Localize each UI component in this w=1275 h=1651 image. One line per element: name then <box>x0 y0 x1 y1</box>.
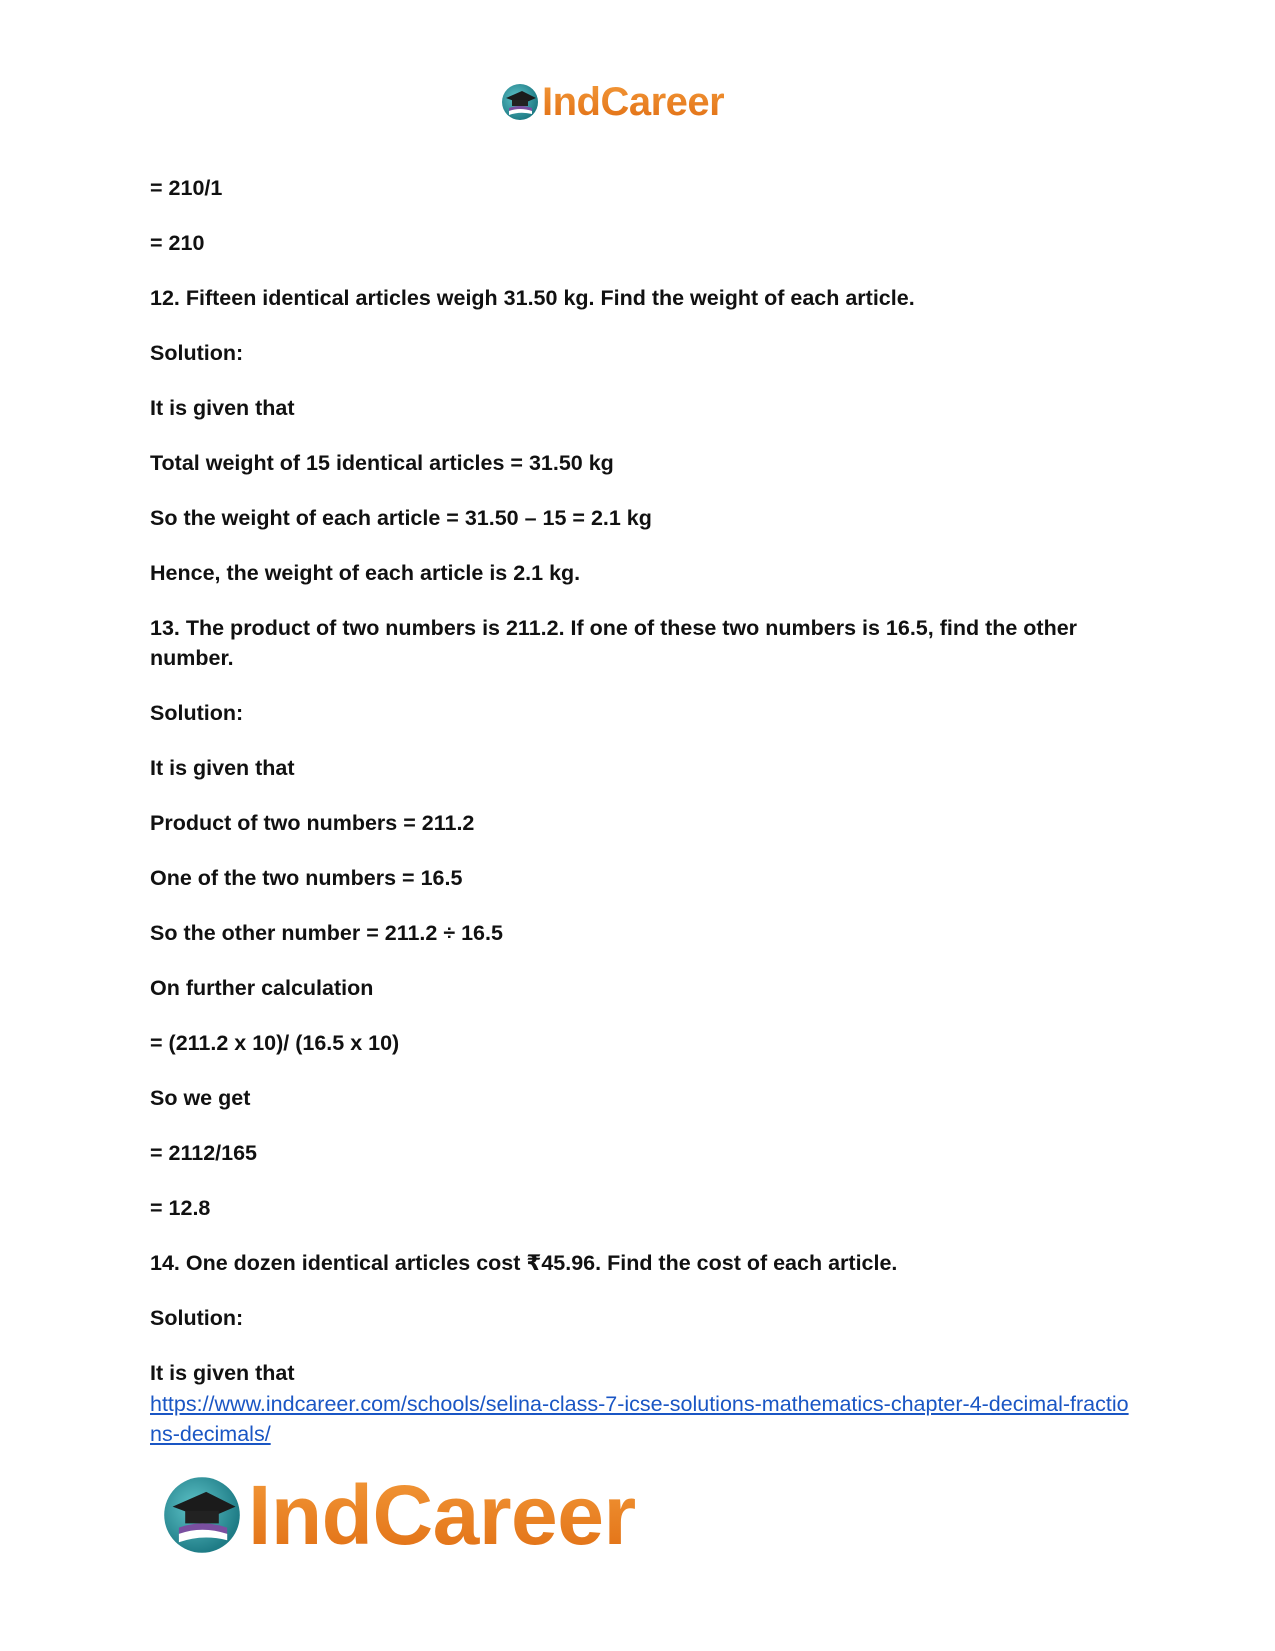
header-logo-text: IndCareer <box>542 79 725 124</box>
solution-heading: Solution: <box>150 341 244 365</box>
text-line: Product of two numbers = 211.2 <box>150 811 475 835</box>
document-body <box>150 173 1130 1449</box>
text-line: It is given that <box>150 396 295 420</box>
text-line: = 210/1 <box>150 176 223 200</box>
text-line: It is given that <box>150 756 295 780</box>
solution-heading: Solution: <box>150 701 244 725</box>
text-line: = (211.2 x 10)/ (16.5 x 10) <box>150 1031 400 1055</box>
text-line: Hence, the weight of each article is 2.1 kg. <box>150 561 581 585</box>
text-line: Total weight of 15 identical articles = 31.50 kg <box>150 451 614 475</box>
question-13: 13. The product of two numbers is 211.2. If one of these two numbers is 16.5, find the other number. <box>150 616 1078 670</box>
text-line: On further calculation <box>150 976 374 1000</box>
footer-logo <box>160 1467 636 1562</box>
text-line: So the weight of each article = 31.50 – 15 = 2.1 kg <box>150 506 652 530</box>
footer-logo-text: IndCareer <box>248 1467 636 1562</box>
graduation-cap-book-icon <box>160 1473 244 1557</box>
graduation-cap-book-icon <box>500 82 540 122</box>
question-12: 12. Fifteen identical articles weigh 31.50 kg. Find the weight of each article. <box>150 286 915 310</box>
text-line: = 12.8 <box>150 1196 211 1220</box>
text-line: So we get <box>150 1086 251 1110</box>
question-14: 14. One dozen identical articles cost ₹45.96. Find the cost of each article. <box>150 1251 898 1275</box>
text-line: = 2112/165 <box>150 1141 258 1165</box>
text-line: It is given that <box>150 1361 295 1385</box>
solution-heading: Solution: <box>150 1306 244 1330</box>
text-line: One of the two numbers = 16.5 <box>150 866 463 890</box>
source-link[interactable]: https://www.indcareer.com/schools/selina-class-7-icse-solutions-mathematics-chapter-4-decimal-fractions-decimals/ <box>150 1392 1129 1446</box>
text-line: So the other number = 211.2 ÷ 16.5 <box>150 921 503 945</box>
text-line: = 210 <box>150 231 205 255</box>
header-logo <box>500 80 724 124</box>
